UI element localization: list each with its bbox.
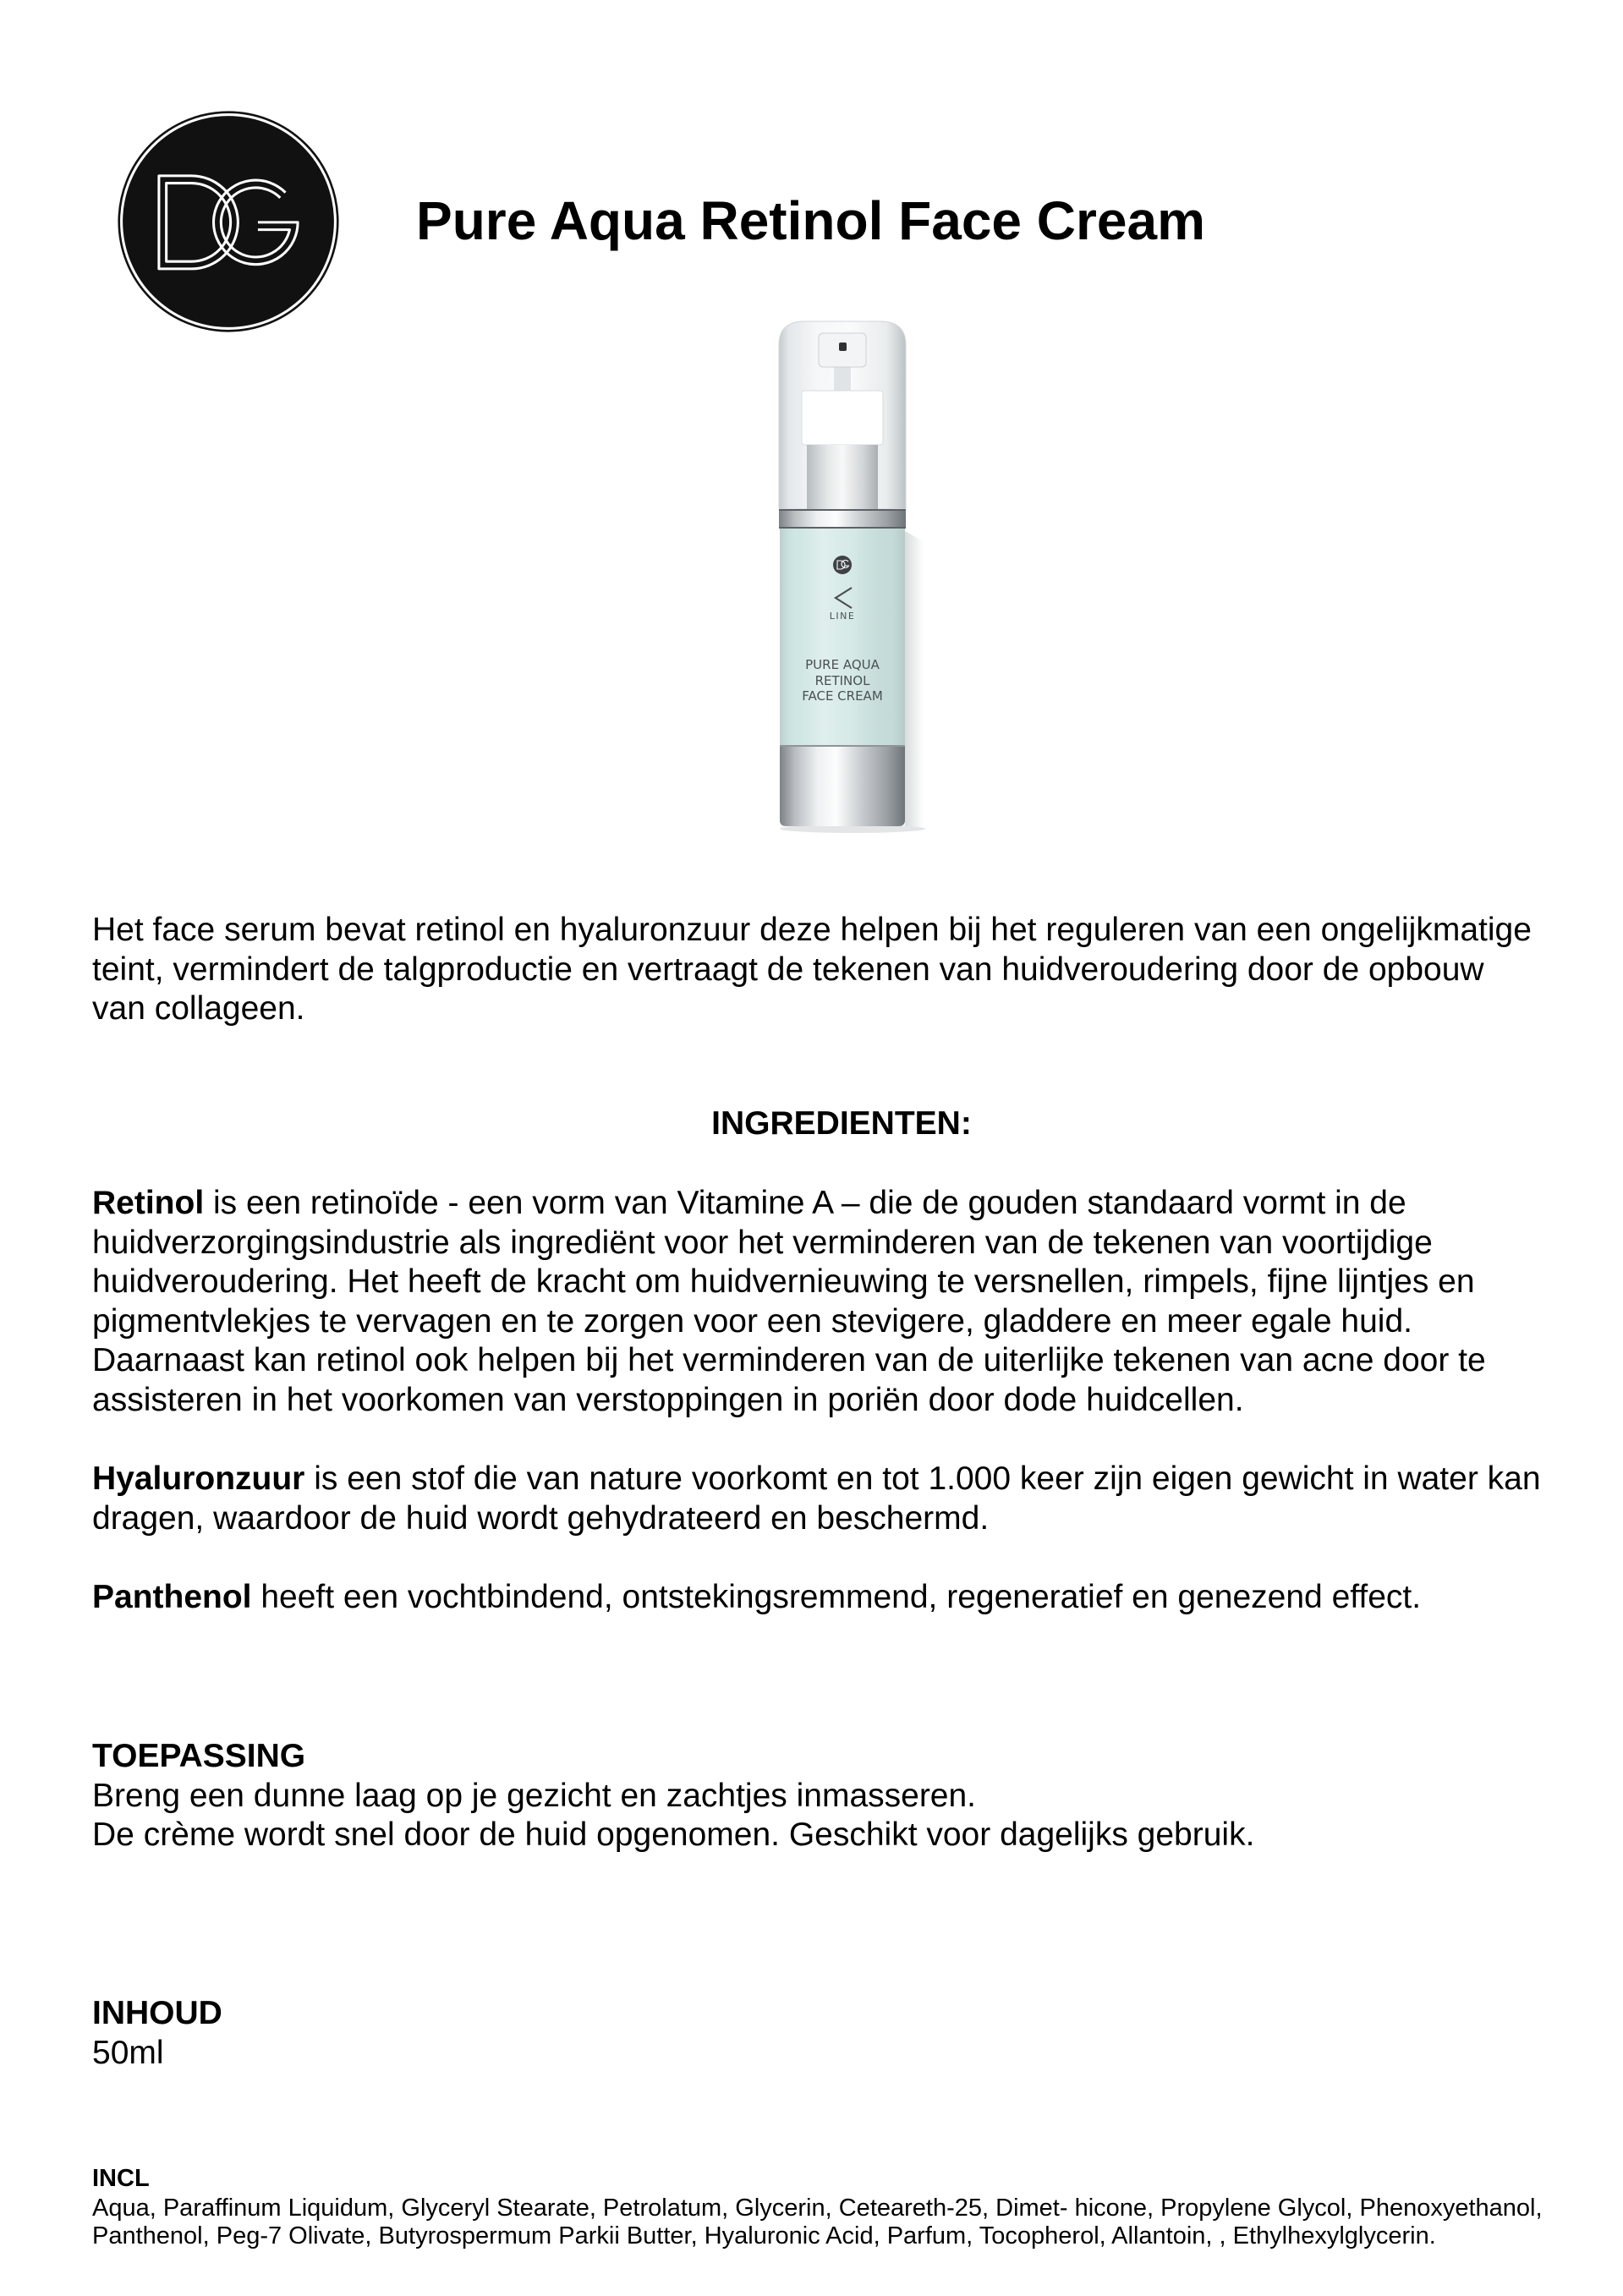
- ingredient-line: [92, 1460, 1541, 1499]
- logo-disc: [123, 116, 334, 327]
- bottle-brand-logo: [833, 556, 852, 574]
- ingredient-line: [92, 1578, 1421, 1618]
- bottle-neck: [807, 445, 878, 509]
- description-line: van collageen.: [92, 990, 305, 1027]
- ingredient-text: is een retinoïde - een vorm van Vitamine A – die de gouden standaard vormt in de: [213, 1185, 1406, 1221]
- bottle-brand-line: LINE: [829, 611, 856, 622]
- incl-line: Panthenol, Peg-7 Olivate, Butyrospermum Parkii Butter, Hyaluronic Acid, Parfum, Tocopherol, Allantoin, , Ethylhexylglycerin.: [92, 2222, 1436, 2249]
- ingredient-paragraph-hyaluronzuur: [92, 1460, 1541, 1538]
- bottle-base: [780, 745, 905, 826]
- ingredient-line: Daarnaast kan retinol ook helpen bij het verminderen van de uiterlijke tekenen van acne door te: [92, 1342, 1486, 1378]
- usage-section: [92, 1737, 1254, 1855]
- ingredient-name: Panthenol: [92, 1579, 252, 1615]
- usage-line: Breng een dunne laag op je gezicht en zachtjes inmasseren.: [92, 1777, 977, 1814]
- page-title: Pure Aqua Retinol Face Cream: [416, 190, 1205, 251]
- incl-heading: INCL: [92, 2165, 150, 2192]
- incl-ingredient-list: [92, 2195, 1543, 2250]
- product-image: [758, 320, 927, 836]
- ingredient-line: assisteren in het voorkomen van verstoppingen in poriën door dode huidcellen.: [92, 1381, 1244, 1418]
- description-line: Het face serum bevat retinol en hyaluronzuur deze helpen bij het reguleren van een ongelijkmatige: [92, 912, 1532, 948]
- contents-value: 50ml: [92, 2034, 164, 2071]
- ingredient-line: pigmentvlekjes te vervagen en te zorgen voor een stevigere, gladdere en meer egale huid.: [92, 1302, 1412, 1340]
- ingredient-name: Hyaluronzuur: [92, 1460, 305, 1497]
- bottle-collar-band: [779, 509, 906, 529]
- contents-section: [92, 1994, 222, 2073]
- collar-edge-bottom: [779, 527, 906, 529]
- ingredient-line: huidveroudering. Het heeft de kracht om huidvernieuwing te versnellen, rimpels, fijne lijntjes en: [92, 1263, 1475, 1300]
- bottle-side-shadow: [905, 531, 924, 827]
- pump-stem: [834, 364, 851, 392]
- contents-heading: INHOUD: [92, 1995, 222, 2031]
- bottle-label-line: FACE CREAM: [802, 688, 883, 704]
- ingredient-line: [92, 1184, 1486, 1224]
- bottle-base-edge: [780, 745, 905, 747]
- brand-logo: [118, 111, 339, 332]
- description-line: teint, vermindert de talgproductie en vertraagt de tekenen van huidveroudering door de opbouw: [92, 951, 1484, 988]
- ingredient-name: Retinol: [92, 1185, 205, 1221]
- product-description: [92, 911, 1532, 1029]
- usage-line: De crème wordt snel door de huid opgenomen. Geschikt voor dagelijks gebruik.: [92, 1817, 1255, 1853]
- ingredients-heading: INGREDIENTEN:: [711, 1105, 972, 1142]
- ingredient-text: heeft een vochtbindend, ontstekingsremmend, regeneratief en genezend effect.: [260, 1579, 1422, 1615]
- pump-nozzle: [839, 342, 847, 351]
- bottle-label-line: RETINOL: [814, 673, 870, 688]
- ingredient-line: huidverzorgingsindustrie als ingrediënt voor het verminderen van de tekenen van voortijdige: [92, 1224, 1433, 1261]
- ingredient-paragraph-retinol: [92, 1184, 1486, 1420]
- incl-line: Aqua, Paraffinum Liquidum, Glyceryl Stearate, Petrolatum, Glycerin, Ceteareth-25, Dimet- hicone, Propylene Glycol, Phenoxyethanol,: [92, 2195, 1543, 2222]
- bottle-label-line: PURE AQUA: [805, 657, 880, 672]
- ingredient-text: is een stof die van nature voorkomt en tot 1.000 keer zijn eigen gewicht in water kan: [314, 1460, 1541, 1497]
- ingredient-line: dragen, waardoor de huid wordt gehydrateerd en beschermd.: [92, 1499, 990, 1537]
- pump-collar: [802, 391, 883, 445]
- ingredient-paragraph-panthenol: [92, 1578, 1421, 1618]
- usage-heading: TOEPASSING: [92, 1738, 306, 1774]
- collar-edge-top: [779, 509, 906, 511]
